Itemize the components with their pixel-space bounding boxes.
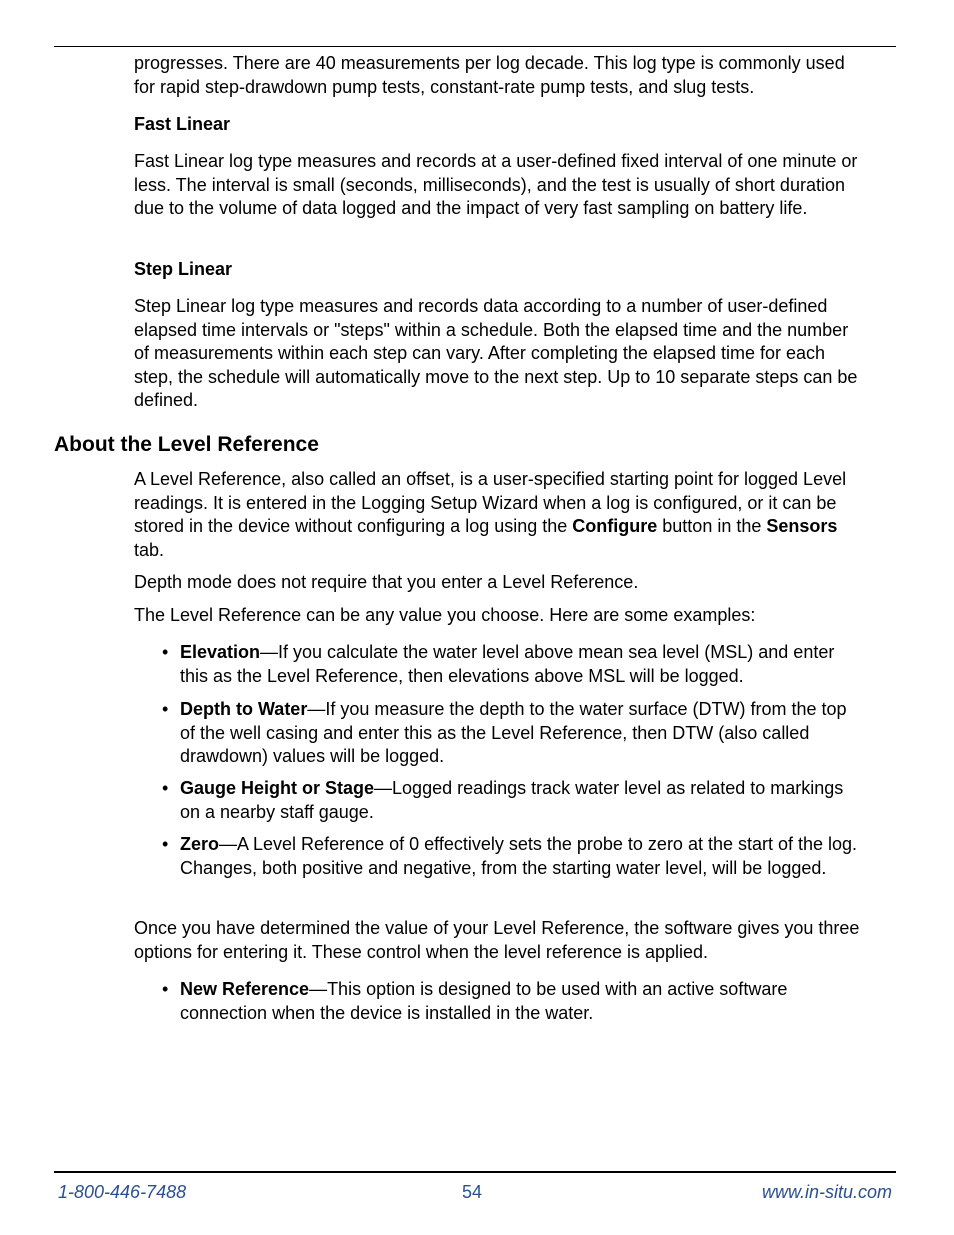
intro-text-a: A Level Reference, also called an offset, is a user-specified starting point for logged Level readings. It is entered in the Logging Setup Wizard when a log is configured, or it can be stored in the device without configuring a log using the: [134, 469, 847, 536]
list-item-depth-to-water: [162, 698, 864, 769]
list-item-text: [180, 777, 864, 824]
list-item-gauge-height: [162, 777, 864, 824]
examples-intro-paragraph: The Level Reference can be any value you choose. Here are some examples:: [134, 605, 756, 625]
zero-description: —A Level Reference of 0 effectively sets the probe to zero at the start of the log. Changes, both positive and negative, from the starting water level, will be logged.: [180, 834, 858, 878]
list-item-text: [180, 641, 864, 688]
header-rule: [54, 46, 896, 47]
gauge-height-description: —Logged readings track water level as related to markings on a nearby staff gauge.: [180, 778, 844, 822]
footer-rule: [54, 1171, 896, 1173]
sensors-term: Sensors: [766, 516, 838, 536]
options-intro-paragraph: Once you have determined the value of your Level Reference, the software gives you three options for entering it. These control when the level reference is applied.: [134, 918, 860, 962]
term-new-reference: New Reference: [180, 979, 310, 999]
list-item-zero: [162, 833, 864, 880]
intro-text-b: button in the: [657, 516, 767, 536]
depth-mode-paragraph: Depth mode does not require that you enter a Level Reference.: [134, 572, 639, 592]
term-depth-to-water: Depth to Water: [180, 699, 308, 719]
term-gauge-height: Gauge Height or Stage: [180, 778, 375, 798]
list-item-text: [180, 698, 864, 769]
bullet-icon: •: [162, 778, 169, 798]
list-item-text: [180, 833, 864, 880]
depth-to-water-description: —If you measure the depth to the water surface (DTW) from the top of the well casing and enter this as the Level Reference, then DTW (also called drawdown) values will be logged.: [180, 699, 847, 766]
section-heading-level-reference: About the Level Reference: [54, 433, 319, 456]
bullet-icon: •: [162, 699, 169, 719]
term-zero: Zero: [180, 834, 220, 854]
fast-linear-heading: Fast Linear: [134, 114, 231, 134]
list-item-elevation: [162, 641, 864, 688]
bullet-icon: •: [162, 834, 169, 854]
level-reference-intro: [134, 468, 864, 562]
footer-page-number: 54: [462, 1182, 483, 1202]
configure-term: Configure: [572, 516, 658, 536]
fast-linear-paragraph: Fast Linear log type measures and records at a user-defined fixed interval of one minute or less. The interval is small (seconds, milliseconds), and the test is usually of short duration due to the volume of data logged and the impact of very fast sampling on battery life.: [134, 151, 858, 218]
footer-phone: 1-800-446-7488: [58, 1182, 187, 1202]
new-reference-description: —This option is designed to be used with an active software connection when the device is installed in the water.: [180, 979, 788, 1023]
list-item-new-reference: [162, 978, 864, 1025]
step-linear-paragraph: Step Linear log type measures and records data according to a number of user-defined elapsed time intervals or "steps" within a schedule. Both the elapsed time and the number of measurements within each step can vary. After completing the elapsed time for each step, the schedule will automatically move to the next step. Up to 10 separate steps can be defined.: [134, 296, 858, 410]
footer-website-link[interactable]: www.in-situ.com: [761, 1182, 892, 1202]
term-elevation: Elevation: [180, 642, 261, 662]
elevation-description: —If you calculate the water level above mean sea level (MSL) and enter this as the Level Reference, then elevations above MSL will be logged.: [180, 642, 835, 686]
step-linear-heading: Step Linear: [134, 259, 233, 279]
intro-text-c: tab.: [134, 539, 165, 560]
continuation-paragraph: progresses. There are 40 measurements per log decade. This log type is commonly used for rapid step-drawdown pump tests, constant-rate pump tests, and slug tests.: [134, 53, 845, 97]
bullet-icon: •: [162, 642, 169, 662]
bullet-icon: •: [162, 979, 169, 999]
list-item-text: [180, 978, 864, 1025]
